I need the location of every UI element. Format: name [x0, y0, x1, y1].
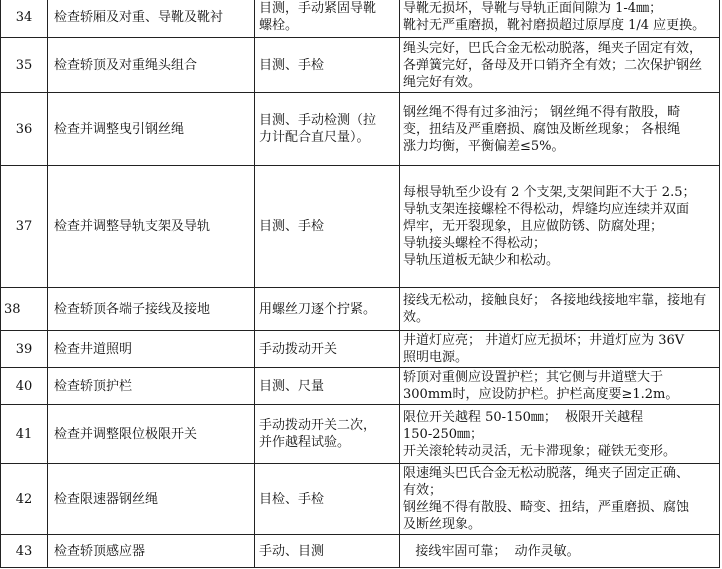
method-cell	[255, 368, 400, 405]
row-number-cell: 34	[1, 0, 48, 38]
requirement-cell	[400, 331, 720, 368]
method-line: 用螺丝刀逐个拧紧。	[259, 301, 377, 317]
table-row	[1, 38, 720, 93]
method-cell	[255, 535, 400, 568]
requirement-line: 每根导轨至少设有 2 个支架,支架间距不大于 2.5；	[403, 185, 696, 200]
requirement-line: 靴衬无严重磨损，靴衬磨损超过原厚度 1/4 应更换。	[403, 18, 706, 33]
requirement-line: 照明电源。	[403, 350, 469, 365]
method-cell	[255, 0, 400, 38]
row-number-cell: 38	[1, 288, 48, 331]
requirement-line: 限速绳头巴氏合金无松动脱落，绳夹子固定正确、	[403, 466, 690, 481]
method-line: 力计配合直尺量）。	[259, 130, 370, 145]
requirement-cell	[400, 464, 720, 535]
table-row	[1, 464, 720, 535]
method-line: 目测、尺量	[259, 378, 325, 394]
row-number-cell: 41	[1, 405, 48, 464]
table-row	[1, 288, 720, 331]
requirement-line: 各弹簧完好，备母及开口销齐全有效；二次保护钢丝	[403, 57, 703, 73]
table-row	[1, 166, 720, 288]
table-row	[1, 331, 720, 368]
method-line: 目测、手检	[259, 219, 325, 234]
table-body	[1, 0, 720, 568]
table-row	[1, 535, 720, 568]
row-number-cell: 42	[1, 464, 48, 535]
requirement-line: 限位开关越程 50-150㎜； 极限开关越程	[403, 409, 644, 425]
requirement-cell	[400, 288, 720, 331]
inspection-item-cell: 检查轿顶各端子接线及接地	[48, 288, 255, 331]
requirement-line: 导轨支架连接螺栓不得松动，焊缝均应连续并双面	[403, 202, 690, 217]
table-row	[1, 405, 720, 464]
requirement-line: 有效；	[403, 483, 443, 498]
method-line: 手动拨动开关	[259, 341, 338, 357]
inspection-item-cell: 检查并调整曳引钢丝绳	[48, 93, 255, 166]
table-row	[1, 0, 720, 38]
requirement-line: 绳头完好，巴氏合金无松动脱落，绳夹子固定有效，	[403, 40, 703, 56]
requirement-line: 接线无松动，接触良好； 各接地线接地牢靠，接地有	[403, 293, 707, 308]
method-cell	[255, 464, 400, 535]
requirement-line: 轿顶对重侧应设置护栏；其它侧与井道壁大于	[403, 370, 664, 385]
requirement-line: 涨力均衡，平衡偏差≤5%。	[403, 138, 565, 154]
inspection-item-cell: 检查并调整导轨支架及导轨	[48, 166, 255, 288]
inspection-item-cell: 检查轿顶护栏	[48, 368, 255, 405]
requirement-line: 钢丝绳不得有过多油污； 钢丝绳不得有散股，畸	[403, 104, 681, 120]
requirement-line: 开关滚轮转动灵活，无卡滞现象；碰铁无变形。	[403, 443, 677, 459]
inspection-item-cell: 检查轿顶及对重绳头组合	[48, 38, 255, 93]
method-line: 并作越程试验。	[259, 435, 351, 450]
method-cell	[255, 93, 400, 166]
requirement-cell	[400, 166, 720, 288]
inspection-item-cell: 检查限速器钢丝绳	[48, 464, 255, 535]
method-line: 手动拨动开关二次，	[259, 418, 377, 433]
requirement-cell	[400, 93, 720, 166]
method-cell	[255, 166, 400, 288]
method-cell	[255, 331, 400, 368]
inspection-item-cell: 检查井道照明	[48, 331, 255, 368]
requirement-line: 钢丝绳不得有散股、畸变、扭结，严重磨损、腐蚀	[403, 500, 690, 515]
row-number-cell: 37	[1, 166, 48, 288]
method-line: 手动、目测	[259, 543, 325, 559]
row-number-cell: 40	[1, 368, 48, 405]
method-line: 目测、手动检测（拉	[259, 113, 377, 128]
requirement-line: 井道灯应亮； 井道灯应无损坏；井道灯应为 36V	[403, 333, 685, 348]
requirement-line: 导轨接头螺栓不得松动；	[403, 236, 547, 251]
requirement-cell	[400, 535, 720, 568]
inspection-item-cell: 检查轿厢及对重、导靴及靴衬	[48, 0, 255, 38]
requirement-line: 焊牢，无开裂现象，且应做防锈、防腐处理；	[403, 219, 664, 234]
requirement-line: 300mm时，应设防护栏。护栏高度要≥1.2m。	[403, 387, 679, 402]
requirement-line: 导轨压道板无缺少和松动。	[403, 253, 560, 268]
requirement-line: 接线牢固可靠； 动作灵敏。	[403, 543, 580, 559]
method-line: 目检、手检	[259, 491, 325, 507]
requirement-cell	[400, 368, 720, 405]
method-line: 目测，手动紧固导靴	[259, 1, 377, 16]
method-cell	[255, 38, 400, 93]
requirement-cell	[400, 0, 720, 38]
requirement-line: 导靴无损坏，导靴与导轨正面间隙为 1-4㎜；	[403, 1, 663, 16]
requirement-line: 150-250㎜；	[403, 426, 484, 442]
inspection-item-cell: 检查轿顶感应器	[48, 535, 255, 568]
method-line: 螺栓。	[259, 18, 299, 33]
row-number-cell: 43	[1, 535, 48, 568]
row-number-cell: 36	[1, 93, 48, 166]
method-cell	[255, 288, 400, 331]
inspection-item-cell: 检查并调整限位极限开关	[48, 405, 255, 464]
requirement-cell	[400, 38, 720, 93]
requirement-line: 绳完好有效。	[403, 74, 482, 90]
requirement-cell	[400, 405, 720, 464]
requirement-line: 效。	[403, 310, 430, 325]
row-number-cell: 39	[1, 331, 48, 368]
method-line: 目测、手检	[259, 57, 325, 73]
table-row	[1, 93, 720, 166]
table-row	[1, 368, 720, 405]
row-number-cell: 35	[1, 38, 48, 93]
requirement-line: 及断丝现象。	[403, 517, 482, 532]
requirement-line: 变，扭结及严重磨损、腐蚀及断丝现象； 各根绳	[403, 121, 681, 137]
method-cell	[255, 405, 400, 464]
